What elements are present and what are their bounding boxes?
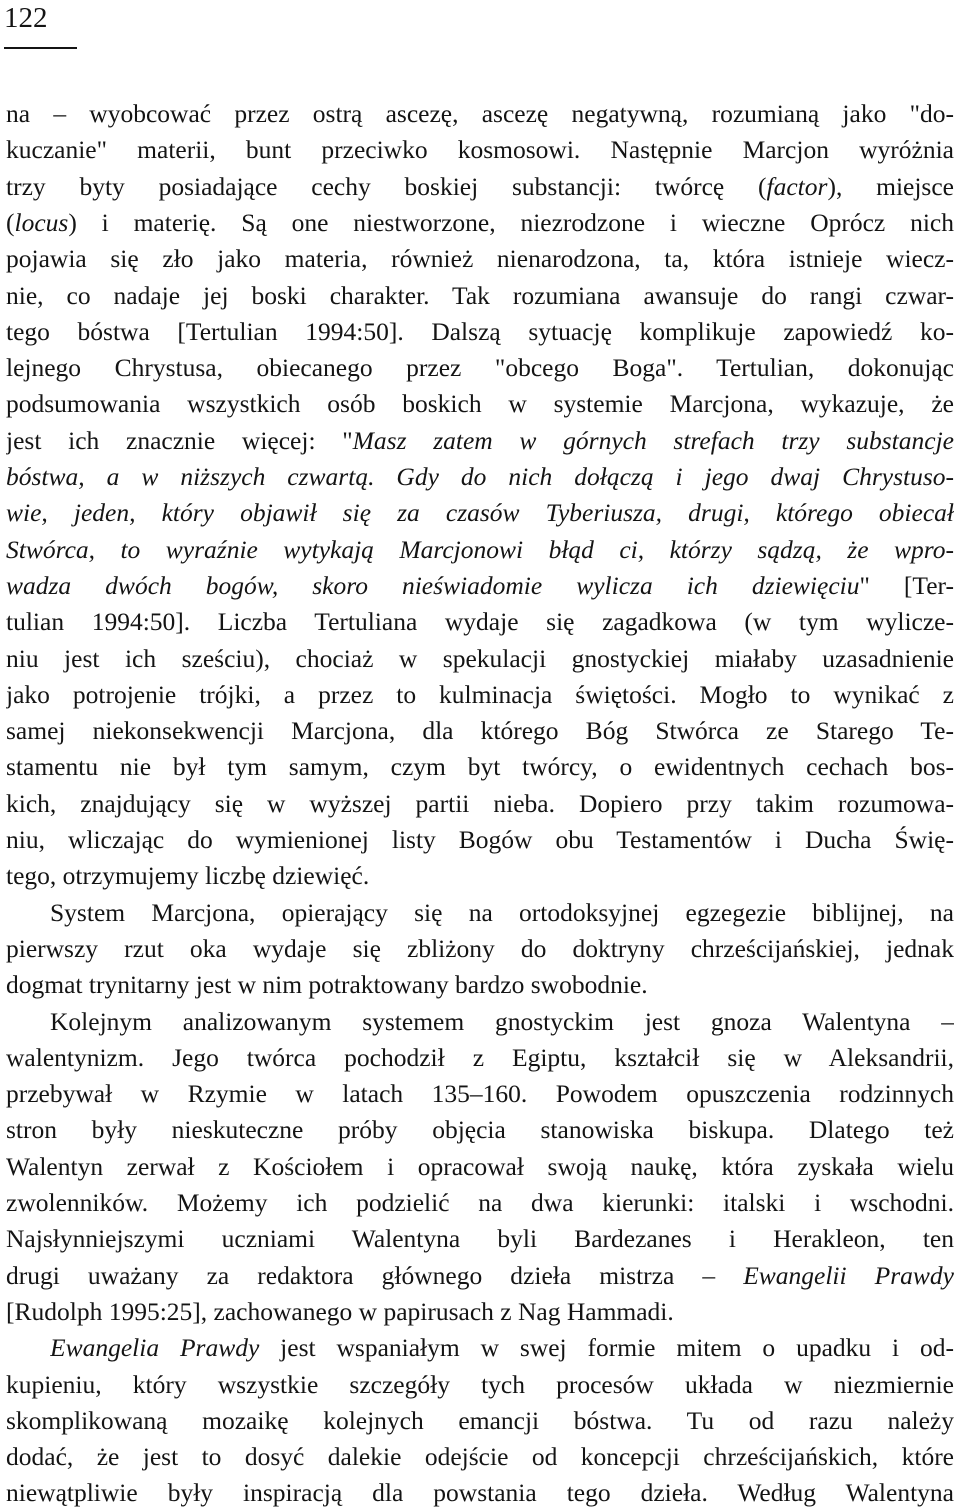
text-run: tulian 1994:50]. Liczba Tertuliana wydaje się zagadkowa (w tym wylicze- bbox=[6, 607, 954, 637]
text-run: stamentu nie był tym samym, czym byt twórcy, o ewidentnych cechach bos- bbox=[6, 752, 954, 782]
text-run: Kolejnym analizowanym systemem gnostyckim jest gnoza Walentyna – bbox=[50, 1006, 954, 1036]
italic-text: bóstwa, a w niższych czwartą. Gdy do nich dołączą i jego dwaj Chrystuso- bbox=[6, 462, 954, 491]
text-run: ) i materię. Są one niestworzone, niezrodzone i wieczne Oprócz nich bbox=[68, 207, 954, 237]
italic-text: wadza dwóch bogów, skoro nieświadomie wylicza ich dziewięciu bbox=[6, 570, 860, 600]
text-run: tego bóstwa [Tertulian 1994:50]. Dalszą sytuację komplikuje zapowiedź ko- bbox=[6, 316, 954, 346]
text-line bbox=[6, 749, 954, 784]
text-run: podsumowania wszystkich osób boskich w systemie Marcjona, wykazuje, że bbox=[6, 389, 954, 419]
italic-text: Stwórca, to wyraźnie wytykają Marcjonowi błąd ci, którzy sądzą, że wpro- bbox=[6, 534, 954, 564]
text-line bbox=[6, 931, 954, 966]
text-line bbox=[6, 1294, 954, 1329]
text-run: jest ich znacznie więcej: " bbox=[6, 425, 353, 455]
text-line bbox=[6, 1367, 954, 1402]
text-run: Walentyn zerwał z Kościołem i opracował swoją naukę, która zyskała wielu bbox=[6, 1151, 954, 1181]
text-run: stron były nieskuteczne próby objęcia stanowiska biskupa. Dlatego też bbox=[6, 1115, 954, 1145]
text-line bbox=[6, 532, 954, 567]
italic-text: Masz zatem w górnych strefach trzy substancje bbox=[352, 425, 954, 455]
text-run: nie, co nadaje jej boski charakter. Tak rozumiana awansuje do rangi czwar- bbox=[6, 280, 954, 310]
text-line bbox=[6, 967, 954, 1002]
text-run: [Rudolph 1995:25], zachowanego w papirusach z Nag Hammadi. bbox=[6, 1296, 674, 1326]
text-line bbox=[6, 1403, 954, 1438]
text-line bbox=[6, 1439, 954, 1474]
text-line bbox=[50, 1330, 954, 1365]
text-line bbox=[6, 278, 954, 313]
text-line bbox=[6, 677, 954, 712]
header-rule bbox=[4, 47, 77, 49]
text-run: kich, znajdujący się w wyższej partii nieba. Dopiero przy takim rozumowa- bbox=[6, 788, 954, 818]
text-line bbox=[50, 895, 954, 930]
text-run: trzy byty posiadające cechy boskiej substancji: twórcę ( bbox=[6, 171, 767, 201]
text-run: samej niekonsekwencji Marcjona, dla którego Bóg Stwórca ze Starego Te- bbox=[6, 716, 954, 746]
text-run: pojawia się zło jako materia, również nienarodzona, ta, która istnieje wiecz- bbox=[6, 244, 954, 274]
text-run: dodać, że jest to dosyć dalekie odejście od koncepcji chrześcijańskich, które bbox=[6, 1442, 954, 1472]
text-line bbox=[6, 1475, 954, 1510]
text-run: skomplikowaną mozaikę kolejnych emancji bóstwa. Tu od razu należy bbox=[6, 1405, 954, 1435]
text-run: ( bbox=[6, 207, 15, 237]
text-line bbox=[6, 423, 954, 458]
text-line bbox=[6, 314, 954, 349]
text-run: ), miejsce bbox=[827, 171, 954, 201]
text-run: System Marcjona, opierający się na ortodoksyjnej egzegezie biblijnej, na bbox=[50, 897, 954, 927]
text-run: niewątpliwie były inspiracją dla powstania tego dzieła. Według Walentyna bbox=[6, 1478, 954, 1508]
text-run: jako potrojenie trójki, a przez to kulminacja świętości. Mogło to wynikać z bbox=[6, 679, 954, 709]
text-line bbox=[6, 1076, 954, 1111]
text-line bbox=[6, 1112, 954, 1147]
text-run: walentynizm. Jego twórca pochodził z Egiptu, kształcił się w Aleksandrii, bbox=[6, 1042, 954, 1072]
italic-text: wie, jeden, który objawił się za czasów Tyberiusza, drugi, którego obiecał bbox=[6, 498, 954, 528]
text-line bbox=[6, 858, 954, 893]
text-line bbox=[6, 205, 954, 240]
text-line bbox=[6, 386, 954, 421]
text-line bbox=[50, 1004, 954, 1039]
text-line bbox=[6, 96, 954, 131]
text-line bbox=[6, 495, 954, 530]
text-line bbox=[6, 713, 954, 748]
text-run: tego, otrzymujemy liczbę dziewięć. bbox=[6, 861, 370, 891]
text-run: przebywał w Rzymie w latach 135–160. Powodem opuszczenia rodzinnych bbox=[6, 1079, 954, 1109]
text-line bbox=[6, 169, 954, 204]
text-run: dogmat trynitarny jest w nim potraktowany bardzo swobodnie. bbox=[6, 970, 648, 1000]
text-run: na – wyobcować przez ostrą ascezę, ascezę negatywną, rozumianą jako "do- bbox=[6, 99, 954, 128]
italic-text: locus bbox=[14, 207, 69, 237]
text-line bbox=[6, 604, 954, 639]
text-line bbox=[6, 1040, 954, 1075]
text-run: drugi uważany za redaktora głównego dzieła mistrza – bbox=[6, 1260, 744, 1290]
text-run: kuczanie" materii, bunt przeciwko kosmosowi. Następnie Marcjon wyróżnia bbox=[6, 135, 954, 165]
text-line bbox=[6, 350, 954, 385]
text-line bbox=[6, 241, 954, 276]
text-line bbox=[6, 641, 954, 676]
italic-text: Ewangelia Prawdy bbox=[50, 1333, 260, 1363]
text-run: niu, wliczając do wymienionej listy Bogów obu Testamentów i Ducha Świę- bbox=[6, 825, 954, 854]
text-run: niu jest ich sześciu), chociaż w spekulacji gnostyckiej miałaby uzasadnienie bbox=[6, 643, 954, 673]
text-line bbox=[6, 459, 954, 494]
text-line bbox=[6, 1258, 954, 1293]
text-line bbox=[6, 132, 954, 167]
text-run: jest wspaniałym w swej formie mitem o upadku i od- bbox=[259, 1333, 954, 1363]
text-run: " [Ter- bbox=[859, 570, 954, 600]
page-number: 122 bbox=[4, 2, 48, 34]
text-line bbox=[6, 1149, 954, 1184]
italic-text: factor bbox=[766, 171, 828, 201]
italic-text: Ewangelii Prawdy bbox=[743, 1260, 954, 1290]
text-line bbox=[6, 1185, 954, 1220]
text-run: kupieniu, który wszystkie szczegóły tych procesów układa w niezmiernie bbox=[6, 1369, 954, 1399]
text-line bbox=[6, 786, 954, 821]
text-run: pierwszy rzut oka wydaje się zbliżony do doktryny chrześcijańskiej, jednak bbox=[6, 933, 954, 963]
text-run: Najsłynniejszymi uczniami Walentyna byli Bardezanes i Herakleon, ten bbox=[6, 1224, 954, 1254]
text-run: lejnego Chrystusa, obiecanego przez "obcego Boga". Tertulian, dokonując bbox=[6, 353, 954, 383]
text-line bbox=[6, 822, 954, 857]
text-line bbox=[6, 1221, 954, 1256]
text-run: zwolenników. Możemy ich podzielić na dwa kierunki: italski i wschodni. bbox=[6, 1188, 954, 1217]
text-line bbox=[6, 568, 954, 603]
